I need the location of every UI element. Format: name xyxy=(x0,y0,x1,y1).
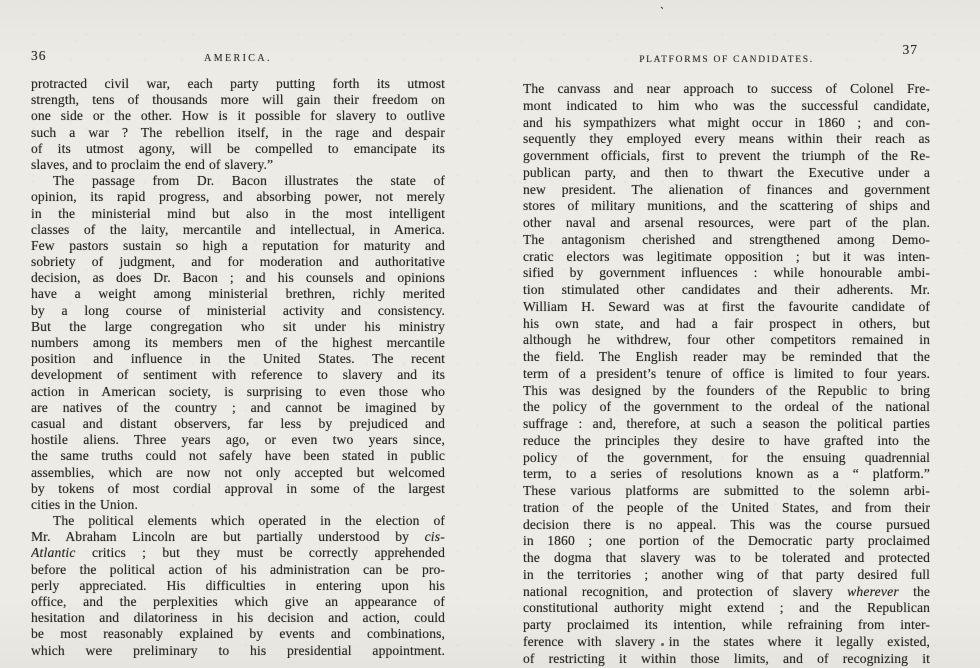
text-line: office, and the perplexities which give an appearance of xyxy=(31,594,445,609)
text-line: of its utmost agony, will be compelled to emancipate its xyxy=(31,140,445,156)
text-line: although he withdrew, four other competitors remained in xyxy=(523,332,930,348)
text-line: term of a president’s tenure of office is limited to four years. xyxy=(523,365,930,381)
text-line: The antagonism cherished and strengthened among Demo- xyxy=(523,231,930,247)
text-line: Atlantic critics ; but they must be correctly apprehended xyxy=(31,545,445,561)
page-number: 36 xyxy=(31,48,47,63)
text-line: mont indicated to him who was the successful candidate, xyxy=(523,97,930,113)
text-line: sified by government influences : while honourable ambi- xyxy=(523,265,930,281)
text-line: casual and distant observers, far less by prejudiced and xyxy=(31,415,445,431)
text-line: action in American society, is surprising to even those who xyxy=(31,383,445,399)
text-line: have a weight among ministerial brethren, richly merited xyxy=(31,286,445,302)
text-line: opinion, its rapid progress, and absorbing power, not merely xyxy=(31,189,445,205)
text-line: be most reasonably explained by events and combinations, xyxy=(31,626,445,642)
running-header: AMERICA. xyxy=(204,53,272,64)
text-line: sequently they employed every means within their reach as xyxy=(523,131,930,147)
right-page-lines xyxy=(523,81,930,667)
text-line: are natives of the country ; and cannot be imagined by xyxy=(31,399,445,415)
left-page-header xyxy=(31,48,445,76)
text-line: government officials, first to prevent the triumph of the Re- xyxy=(523,148,930,163)
running-header: PLATFORMS OF CANDIDATES. xyxy=(639,55,814,65)
text-line: the dogma that slavery was to be tolerated and protected xyxy=(523,550,930,565)
text-line: perly appreciated. His difficulties in entering upon his xyxy=(31,577,445,593)
text-line: numbers among its members men of the highest mercantile xyxy=(31,335,445,350)
text-line: This was designed by the founders of the Republic to bring xyxy=(523,382,930,398)
text-line: Few pastors sustain so high a reputation for maturity and xyxy=(31,237,445,253)
text-line: publican party, and then to thwart the Executive under a xyxy=(523,164,930,180)
text-line: decision there is no appeal. This was the course pursued xyxy=(523,516,930,532)
right-page xyxy=(523,44,930,667)
text-line: ference with slavery in the states where it legally existed, xyxy=(523,633,930,649)
text-line: in 1860 ; one portion of the Democratic party proclaimed xyxy=(523,533,930,549)
text-line: stores of military munitions, and the scattering of ships and xyxy=(523,198,930,214)
text-line: by a long course of ministerial activity and consistency. xyxy=(31,302,445,318)
text-line: the policy of the government to the ordeal of the national xyxy=(523,399,930,415)
page-number: 37 xyxy=(902,42,918,57)
text-line: before the political action of his administration can be pro- xyxy=(31,561,445,577)
text-line: the field. The English reader may be reminded that the xyxy=(523,349,930,364)
text-line: policy of the government, for the ensuing quadrennial xyxy=(523,449,930,465)
text-line: in the ministerial mind but also in the most intelligent xyxy=(31,205,445,221)
text-line: classes of the laity, mercantile and intellectual, in America. xyxy=(31,221,445,237)
left-page-lines xyxy=(31,76,445,659)
text-line: sobriety of judgment, and for moderation and authoritative xyxy=(31,254,445,270)
text-line: his own state, and had a fair prospect in others, but xyxy=(523,315,930,331)
text-line: protracted civil war, each party putting forth its utmost xyxy=(31,76,445,91)
text-line: decision, as does Dr. Bacon ; and his counsels and opinions xyxy=(31,270,445,286)
text-line: strength, tens of thousands more will gain their freedom on xyxy=(31,92,445,108)
text-line: party proclaimed its intention, while refraining from inter- xyxy=(523,617,930,632)
text-line: The passage from Dr. Bacon illustrates the state of xyxy=(53,173,445,189)
text-line: and his sympathizers what might occur in 1860 ; and con- xyxy=(523,114,930,130)
left-page xyxy=(31,48,445,659)
text-line: which were preliminary to his presidential appointment. xyxy=(31,642,445,658)
text-line: tion stimulated other candidates and their adherents. Mr. xyxy=(523,282,930,297)
text-line: term, to a series of resolutions known as a “ platform.” xyxy=(523,466,930,482)
text-line: new president. The alienation of finances and government xyxy=(523,181,930,197)
text-line: constitutional authority might extend ; and the Republican xyxy=(523,600,930,616)
text-line: such a war ? The rebellion itself, in the rage and despair xyxy=(31,124,445,140)
text-line: reduce the principles they desire to have grafted into the xyxy=(523,432,930,448)
text-line: The political elements which operated in the election of xyxy=(53,513,445,529)
text-line: cratic electors was legitimate opposition ; but it was inten- xyxy=(523,248,930,264)
text-line: The canvass and near approach to success of Colonel Fre- xyxy=(523,81,930,96)
text-line: These various platforms are submitted to the solemn arbi- xyxy=(523,483,930,498)
stray-ink-mark: ˋ xyxy=(657,3,665,20)
text-line: other naval and arsenal resources, were part of the plan. xyxy=(523,215,930,230)
text-line: slaves, and to proclaim the end of slavery.” xyxy=(31,156,274,172)
text-line: national recognition, and protection of slavery wherever the xyxy=(523,583,930,599)
text-line: in the territories ; another wing of that party desired full xyxy=(523,566,930,582)
text-line: hesitation and dilatoriness in his decision and action, could xyxy=(31,610,445,626)
text-line: hostile aliens. Three years ago, or even two years since, xyxy=(31,432,445,448)
right-page-header xyxy=(523,44,930,81)
text-line: position and influence in the United States. The recent xyxy=(31,351,445,367)
text-line: by tokens of most cordial approval in some of the largest xyxy=(31,480,445,496)
text-line: tration of the people of the United States, and from their xyxy=(523,499,930,515)
text-line: William H. Seward was at first the favourite candidate of xyxy=(523,298,930,314)
text-line: But the large congregation who sit under his ministry xyxy=(31,318,445,334)
text-line: the same truths could not safely have been stated in public xyxy=(31,448,445,464)
text-line: one side or the other. How is it possible for slavery to outlive xyxy=(31,108,445,124)
text-line: cities in the Union. xyxy=(31,496,138,512)
text-line: assemblies, which are now not only accepted but welcomed xyxy=(31,464,445,480)
text-line: of restricting it within those limits, and of recognizing it xyxy=(523,650,930,666)
text-line: suffrage : and, therefore, at such a season the political parties xyxy=(523,416,930,431)
text-line: development of sentiment with reference to slavery and its xyxy=(31,367,445,383)
text-line: Mr. Abraham Lincoln are but partially understood by cis- xyxy=(31,529,445,545)
